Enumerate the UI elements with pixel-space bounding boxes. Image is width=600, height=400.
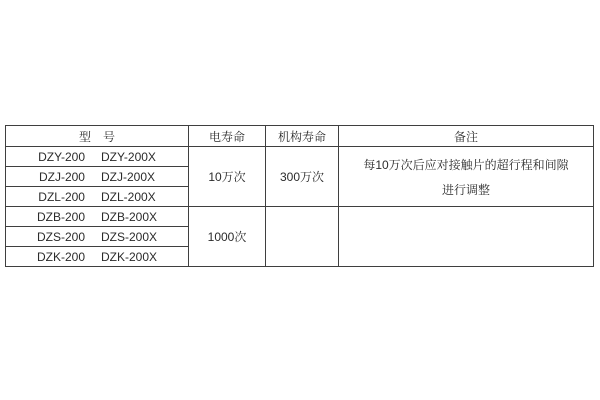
model-cell-dzj xyxy=(6,167,189,187)
model-name: DZK-200 xyxy=(36,249,85,264)
model-pair xyxy=(6,150,188,164)
model-name: DZJ-200X xyxy=(100,169,156,184)
model-cell-dzl xyxy=(6,187,189,207)
model-name: DZB-200 xyxy=(36,209,85,224)
table-row-dzy xyxy=(6,147,594,167)
model-cell-dzs xyxy=(6,227,189,247)
header-electrical-life: 电寿命 xyxy=(189,126,266,147)
model-name: DZY-200X xyxy=(101,149,156,164)
mechanical-life-group2-cell xyxy=(266,207,339,267)
header-mechanical-life: 机构寿命 xyxy=(266,126,339,147)
model-name: DZS-200 xyxy=(36,229,85,244)
remarks-group1-cell xyxy=(339,147,594,207)
header-model: 型 号 xyxy=(6,126,189,147)
model-name: DZY-200 xyxy=(38,149,85,164)
model-name: DZS-200X xyxy=(101,229,158,244)
mechanical-life-group1-cell: 300万次 xyxy=(266,147,339,207)
model-cell-dzy xyxy=(6,147,189,167)
model-pair xyxy=(6,230,188,244)
model-cell-dzk xyxy=(6,247,189,267)
model-pair xyxy=(6,210,188,224)
header-remarks: 备注 xyxy=(339,126,594,147)
table-header-row xyxy=(6,126,594,147)
model-pair xyxy=(6,190,188,204)
model-name: DZB-200X xyxy=(101,209,158,224)
model-cell-dzb xyxy=(6,207,189,227)
model-name: DZJ-200 xyxy=(38,169,85,184)
remarks-group2-cell xyxy=(339,207,594,267)
remark-line: 进行调整 xyxy=(441,182,490,197)
remark-line: 每10万次后应对接触片的超行程和间隙 xyxy=(363,157,569,172)
spec-table xyxy=(5,125,594,267)
model-name: DZL-200X xyxy=(100,189,156,204)
model-name: DZK-200X xyxy=(101,249,158,264)
model-pair xyxy=(6,250,188,264)
model-pair xyxy=(6,170,188,184)
model-name: DZL-200 xyxy=(38,189,85,204)
electrical-life-group1-cell: 10万次 xyxy=(189,147,266,207)
table-row-dzb xyxy=(6,207,594,227)
electrical-life-group2-cell: 1000次 xyxy=(189,207,266,267)
